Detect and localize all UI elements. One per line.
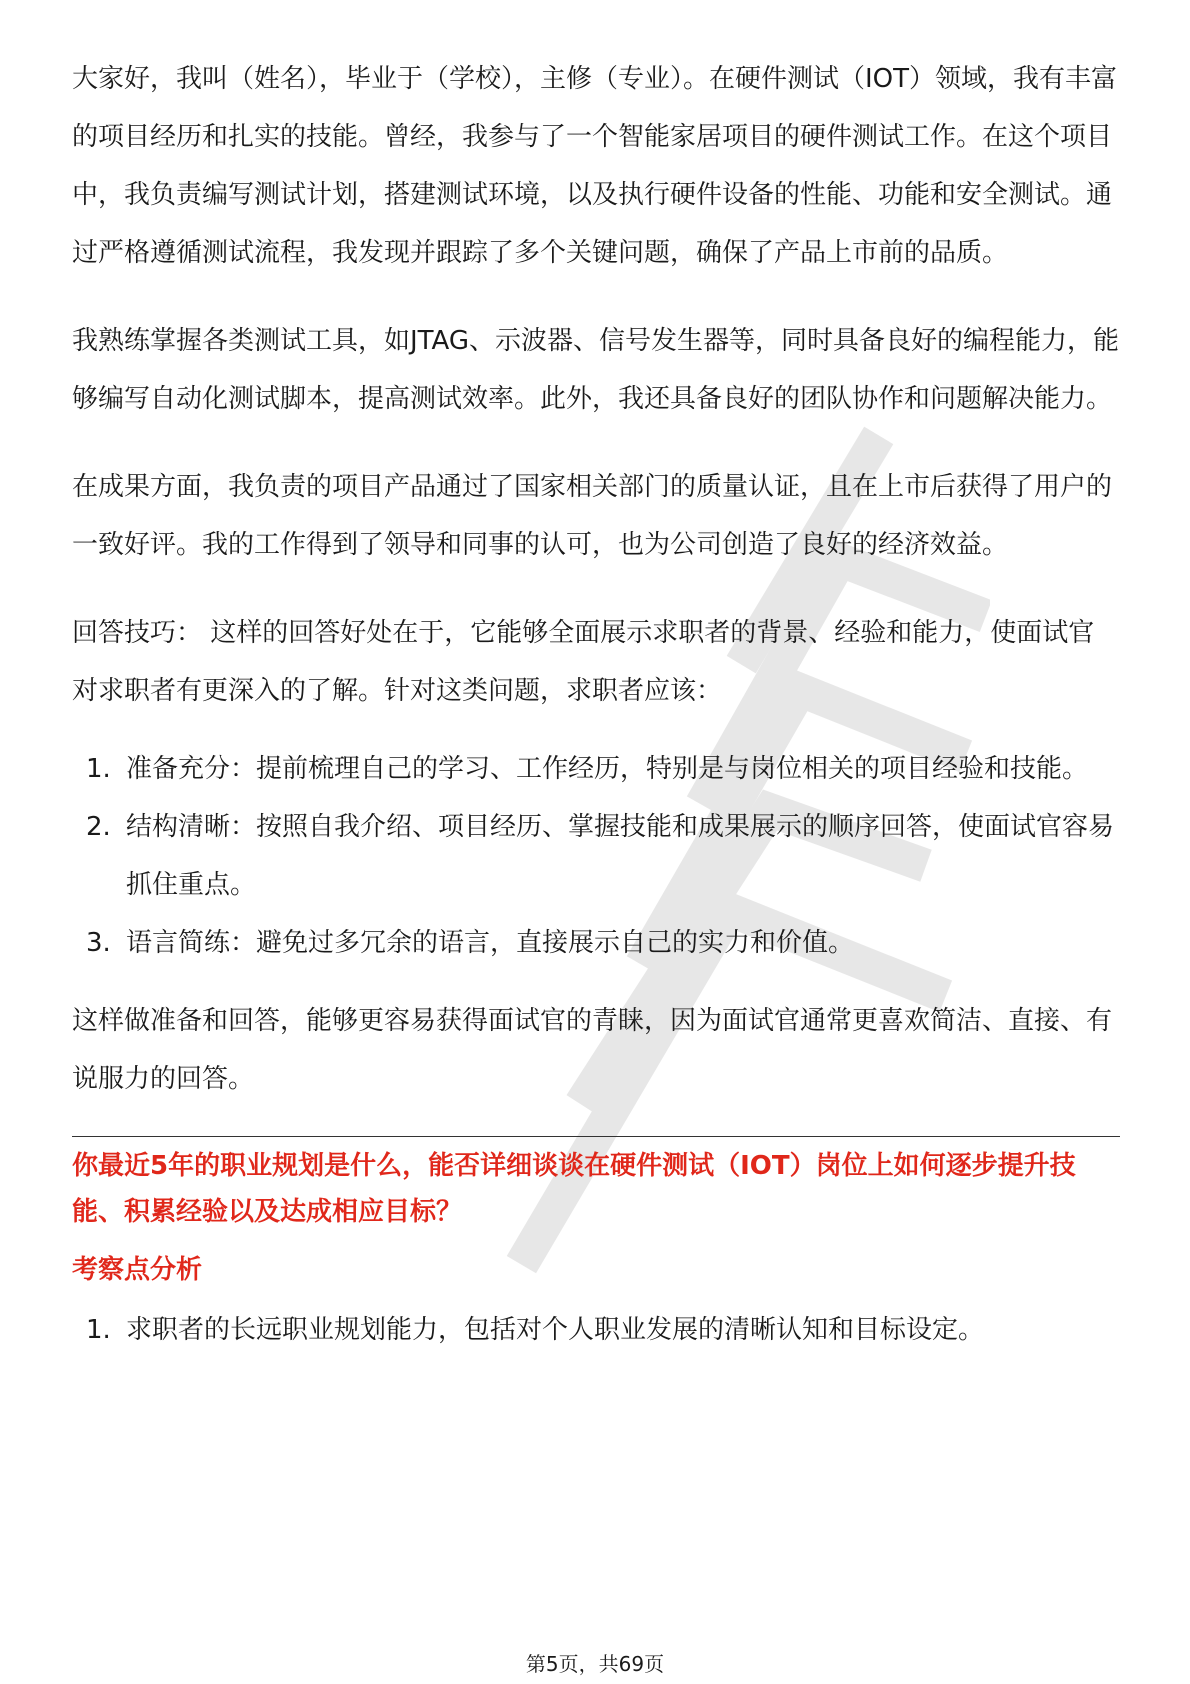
list-item-text: 准备充分：提前梳理自己的学习、工作经历，特别是与岗位相关的项目经验和技能。 bbox=[126, 754, 1089, 784]
section-divider bbox=[72, 1136, 1120, 1137]
list-item-text: 结构清晰：按照自我介绍、项目经历、掌握技能和成果展示的顺序回答，使面试官容易抓住重点。 bbox=[126, 812, 1115, 900]
interview-question: 你最近5年的职业规划是什么，能否详细谈谈在硬件测试（IOT）岗位上如何逐步提升技能、积累经验以及达成相应目标？ bbox=[72, 1151, 1076, 1227]
list-item bbox=[72, 914, 1120, 972]
achievements-paragraph: 在成果方面，我负责的项目产品通过了国家相关部门的质量认证，且在上市后获得了用户的一致好评。我的工作得到了领导和同事的认可，也为公司创造了良好的经济效益。 bbox=[72, 472, 1113, 560]
list-number: 2. bbox=[86, 812, 111, 842]
page-footer: 第5页，共69页 bbox=[525, 1652, 665, 1676]
list-number: 1. bbox=[86, 1315, 111, 1345]
list-item bbox=[72, 798, 1120, 914]
list-item bbox=[72, 1301, 1120, 1359]
list-number: 3. bbox=[86, 928, 111, 958]
document-page bbox=[72, 50, 1120, 1359]
tips-intro-paragraph: 回答技巧： 这样的回答好处在于，它能够全面展示求职者的背景、经验和能力，使面试官对求职者有更深入的了解。针对这类问题，求职者应该： bbox=[72, 618, 1095, 706]
list-item bbox=[72, 740, 1120, 798]
closing-paragraph: 这样做准备和回答，能够更容易获得面试官的青睐，因为面试官通常更喜欢简洁、直接、有说服力的回答。 bbox=[72, 1006, 1113, 1094]
skills-paragraph: 我熟练掌握各类测试工具，如JTAG、示波器、信号发生器等，同时具备良好的编程能力，能够编写自动化测试脚本，提高测试效率。此外，我还具备良好的团队协作和问题解决能力。 bbox=[72, 326, 1120, 414]
analysis-list bbox=[72, 1301, 1120, 1359]
list-number: 1. bbox=[86, 754, 111, 784]
intro-paragraph: 大家好，我叫（姓名），毕业于（学校），主修（专业）。在硬件测试（IOT）领域，我有丰富的项目经历和扎实的技能。曾经，我参与了一个智能家居项目的硬件测试工作。在这个项目中，我负责编写测试计划，搭建测试环境，以及执行硬件设备的性能、功能和安全测试。通过严格遵循测试流程，我发现并跟踪了多个关键问题，确保了产品上市前的品质。 bbox=[72, 64, 1118, 268]
analysis-heading: 考察点分析 bbox=[72, 1255, 203, 1285]
tips-list bbox=[72, 740, 1120, 972]
list-item-text: 求职者的长远职业规划能力，包括对个人职业发展的清晰认知和目标设定。 bbox=[126, 1315, 985, 1345]
list-item-text: 语言简练：避免过多冗余的语言，直接展示自己的实力和价值。 bbox=[126, 928, 855, 958]
